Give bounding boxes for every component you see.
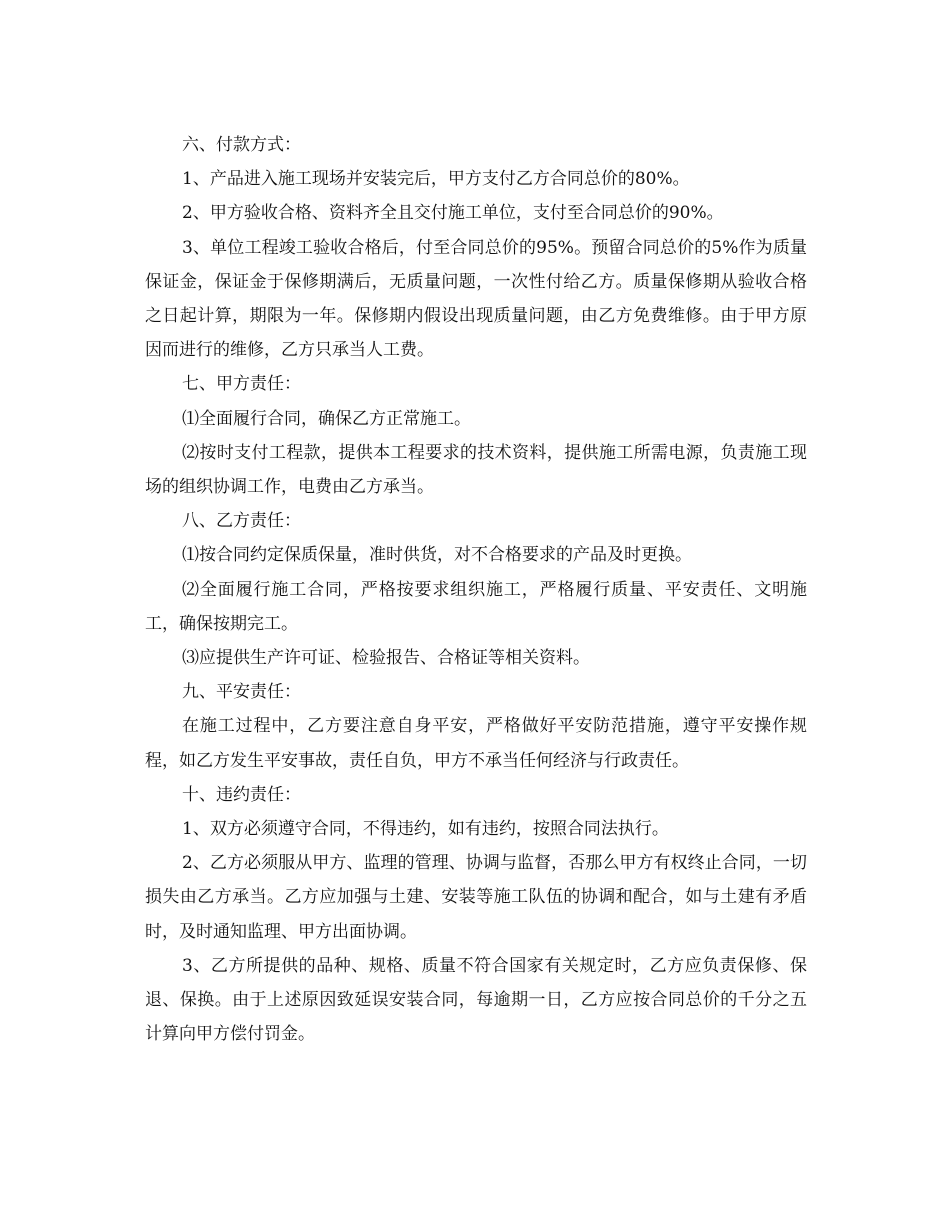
section-heading-safety: 九、平安责任： <box>182 682 301 703</box>
safety-clause: 在施工过程中，乙方要注意自身平安，严格做好平安防范措施，遵守平安操作规程，如乙方发生平安事故，责任自负，甲方不承当任何经济与行政责任。 <box>145 716 807 771</box>
breach-clause-2: 2、乙方必须服从甲方、监理的管理、协调与监督，否那么甲方有权终止合同，一切损失由乙方承当。乙方应加强与土建、安装等施工队伍的协调和配合，如与土建有矛盾时，及时通知监理、甲方出面协调。 <box>145 853 807 942</box>
party-b-clause-3: ⑶应提供生产许可证、检验报告、合格证等相关资料。 <box>182 648 590 669</box>
payment-clause-2: 2、甲方验收合格、资料齐全且交付施工单位，支付至合同总价的90%。 <box>182 203 724 224</box>
breach-clause-1: 1、双方必须遵守合同，不得违约，如有违约，按照合同法执行。 <box>182 819 669 840</box>
section-heading-party-b: 八、乙方责任： <box>182 511 301 532</box>
party-b-clause-1: ⑴按合同约定保质保量，准时供货，对不合格要求的产品及时更换。 <box>182 545 692 566</box>
section-heading-breach: 十、违约责任： <box>182 784 301 805</box>
section-heading-payment: 六、付款方式： <box>182 135 301 155</box>
breach-clause-3: 3、乙方所提供的品种、规格、质量不符合国家有关规定时，乙方应负责保修、保退、保换。由于上述原因致延误安装合同，每逾期一日，乙方应按合同总价的千分之五计算向甲方偿付罚金。 <box>145 955 807 1045</box>
payment-clause-1: 1、产品进入施工现场并安装完后，甲方支付乙方合同总价的80%。 <box>182 169 690 190</box>
party-a-clause-1: ⑴全面履行合同，确保乙方正常施工。 <box>182 408 471 429</box>
section-heading-party-a: 七、甲方责任： <box>182 374 301 395</box>
payment-clause-3: 3、单位工程竣工验收合格后，付至合同总价的95%。预留合同总价的5%作为质量保证金，保证金于保修期满后，无质量问题，一次性付给乙方。质量保修期从验收合格之日起计算，期限为一年。保修期内假设出现质量问题，由乙方免费维修。由于甲方原因而进行的维修，乙方只承当人工费。 <box>145 237 807 361</box>
party-a-clause-2: ⑵按时支付工程款，提供本工程要求的技术资料，提供施工所需电源，负责施工现场的组织协调工作，电费由乙方承当。 <box>145 442 807 498</box>
party-b-clause-2: ⑵全面履行施工合同，严格按要求组织施工，严格履行质量、平安责任、文明施工，确保按期完工。 <box>145 579 807 634</box>
document-body <box>145 128 807 1051</box>
